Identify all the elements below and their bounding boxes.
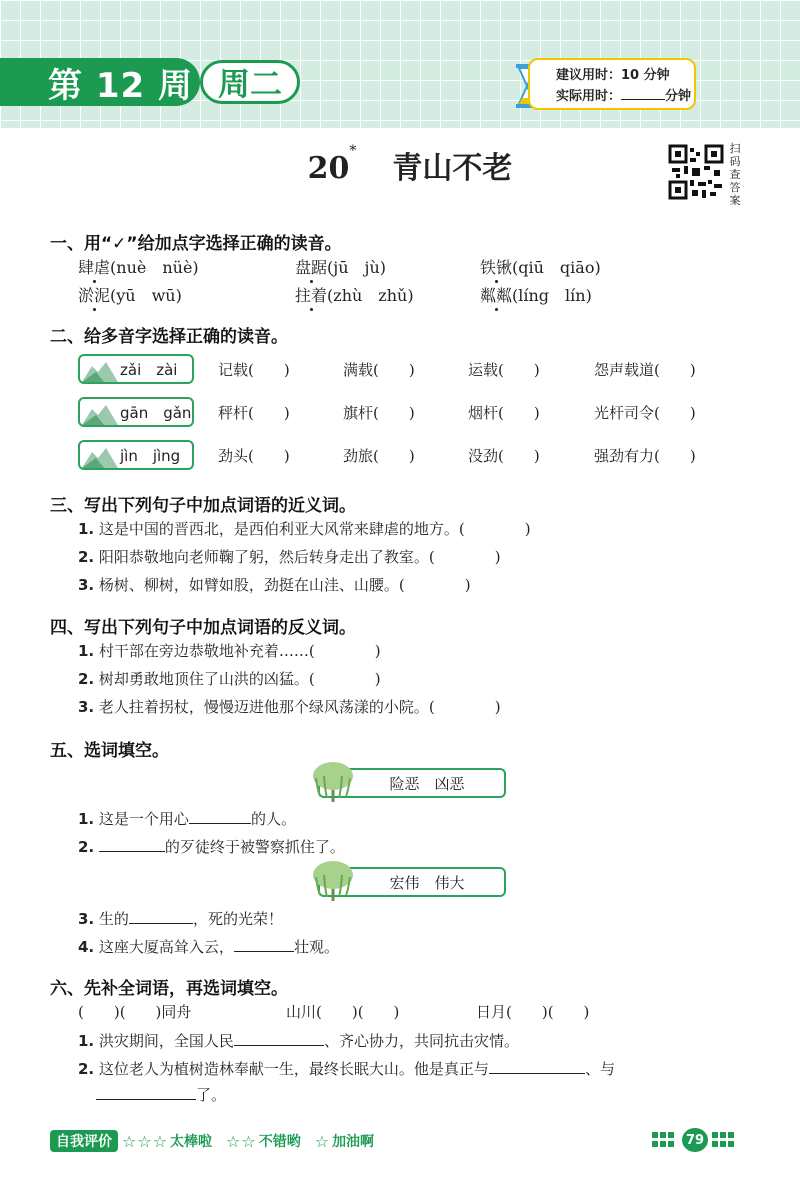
s5-q2-blank[interactable] [99,838,165,852]
s5-q2: 2. 的歹徒终于被警察抓住了。 [78,838,345,856]
s5-q3: 3. 生的 ，死的光荣！ [78,910,283,928]
time-box [528,58,696,110]
section-4-title: 四、写出下列句子中加点词语的反义词。 [50,618,356,638]
s4-q1: 1. 村干部在旁边恭敬地补充着……( ) [78,642,381,660]
week-label: 第 12 周 [0,58,200,106]
s6-q2-blank-2[interactable] [96,1086,196,1100]
s2-g3-w3: 没劲( ) [468,447,540,465]
page-number-badge: 79 [682,1128,708,1152]
s2-g2-w3: 烟杆( ) [468,404,540,422]
self-evaluation [50,1130,388,1152]
willow-tree-icon [310,857,356,901]
s4-q2: 2. 树却勇敢地顶住了山洪的凶猛。( ) [78,670,381,688]
section-2-title: 二、给多音字选择正确的读音。 [50,327,288,347]
s6-q2-blank-1[interactable] [489,1060,585,1074]
star-icon[interactable]: ☆ [137,1131,152,1151]
actual-time-blank[interactable] [621,86,665,100]
s2-g3-w2: 劲旅( ) [343,447,415,465]
mountain-icon [82,444,118,468]
s2-g2-w4: 光杆司令( ) [594,404,696,422]
s5-q4-blank[interactable] [234,938,294,952]
word-box-2: 宏伟 伟大 [318,867,506,897]
s3-q1: 1. 这是中国的晋西北，是西伯利亚大风常来肆虐的地方。( ) [78,520,531,538]
s3-q3: 3. 杨树、柳树，如臂如股，劲挺在山洼、山腰。( ) [78,576,471,594]
day-label: 周二 [200,60,300,104]
s5-q3-blank[interactable] [129,910,193,924]
pinyin-tag-2: gān gǎn [78,397,194,427]
s2-g1-w2: 满载( ) [343,361,415,379]
s5-q4: 4. 这座大厦高耸入云， 壮观。 [78,938,339,956]
mountain-icon [82,358,118,382]
s6-q1-blank[interactable] [234,1032,324,1046]
s5-q1: 1. 这是一个用心 的人。 [78,810,296,828]
mountain-icon [82,401,118,425]
s6-q2-cont: 了。 [96,1084,226,1105]
s1-item-4: 淤泥(yū wū) [78,286,182,305]
s6-word-2: 山川( )( ) [286,1003,400,1021]
section-3-title: 三、写出下列句子中加点词语的近义词。 [50,496,356,516]
eval-level-3: 加油啊 [332,1134,375,1150]
s1-item-3: 铁锹(qiū qiāo) [480,258,601,277]
suggested-time: 建议用时：10 分钟 [556,68,670,83]
s2-g2-w1: 秤杆( ) [218,404,290,422]
qr-code-icon[interactable] [668,144,724,200]
s2-g2-w2: 旗杆( ) [343,404,415,422]
star-icon[interactable]: ☆ [314,1131,330,1151]
s6-q2: 2. 这位老人为植树造林奉献一生，最终长眠大山。他是真正与 、与 [78,1060,615,1078]
s6-word-1: ( )( )同舟 [78,1003,192,1021]
word-box-1: 险恶 凶恶 [318,768,506,798]
s1-item-2: 盘踞(jū jù) [295,258,387,277]
s6-q1: 1. 洪灾期间，全国人民 、齐心协力，共同抗击灾情。 [78,1032,519,1050]
s2-g3-w4: 强劲有力( ) [594,447,696,465]
s2-g1-w4: 怨声载道( ) [594,361,696,379]
eval-level-2: 不错哟 [258,1134,301,1150]
section-1-title: 一、用“✓”给加点字选择正确的读音。 [50,234,342,254]
section-5-title: 五、选词填空。 [50,741,169,761]
page-title: 20* 青山不老 [307,143,513,186]
willow-tree-icon [310,758,356,802]
star-icon[interactable]: ☆ [226,1131,241,1151]
eval-label: 自我评价 [50,1130,118,1152]
s5-q1-blank[interactable] [189,810,251,824]
s2-g1-w3: 运载( ) [468,361,540,379]
star-icon[interactable]: ☆ [122,1131,137,1151]
section-6-title: 六、先补全词语，再选词填空。 [50,979,288,999]
actual-time: 实际用时： 分钟 [556,86,694,107]
pinyin-tag-3: jìn jìng [78,440,194,470]
star-icon[interactable]: ☆ [152,1131,168,1151]
s1-item-6: 粼粼(líng lín) [480,286,592,305]
s2-g3-w1: 劲头( ) [218,447,290,465]
star-icon[interactable]: ☆ [241,1131,256,1151]
pinyin-tag-1: zǎi zài [78,354,194,384]
s1-item-1: 肆虐(nuè nüè) [78,258,199,277]
s2-g1-w1: 记载( ) [218,361,290,379]
eval-level-1: 太棒啦 [170,1134,213,1150]
s4-q3: 3. 老人拄着拐杖，慢慢迈进他那个绿风荡漾的小院。( ) [78,698,501,716]
s6-word-3: 日月( )( ) [476,1003,590,1021]
qr-label: 扫码查答案 [729,142,741,207]
s3-q2: 2. 阳阳恭敬地向老师鞠了躬，然后转身走出了教室。( ) [78,548,501,566]
s1-item-5: 拄着(zhù zhǔ) [295,286,414,305]
page-number [652,1128,738,1152]
